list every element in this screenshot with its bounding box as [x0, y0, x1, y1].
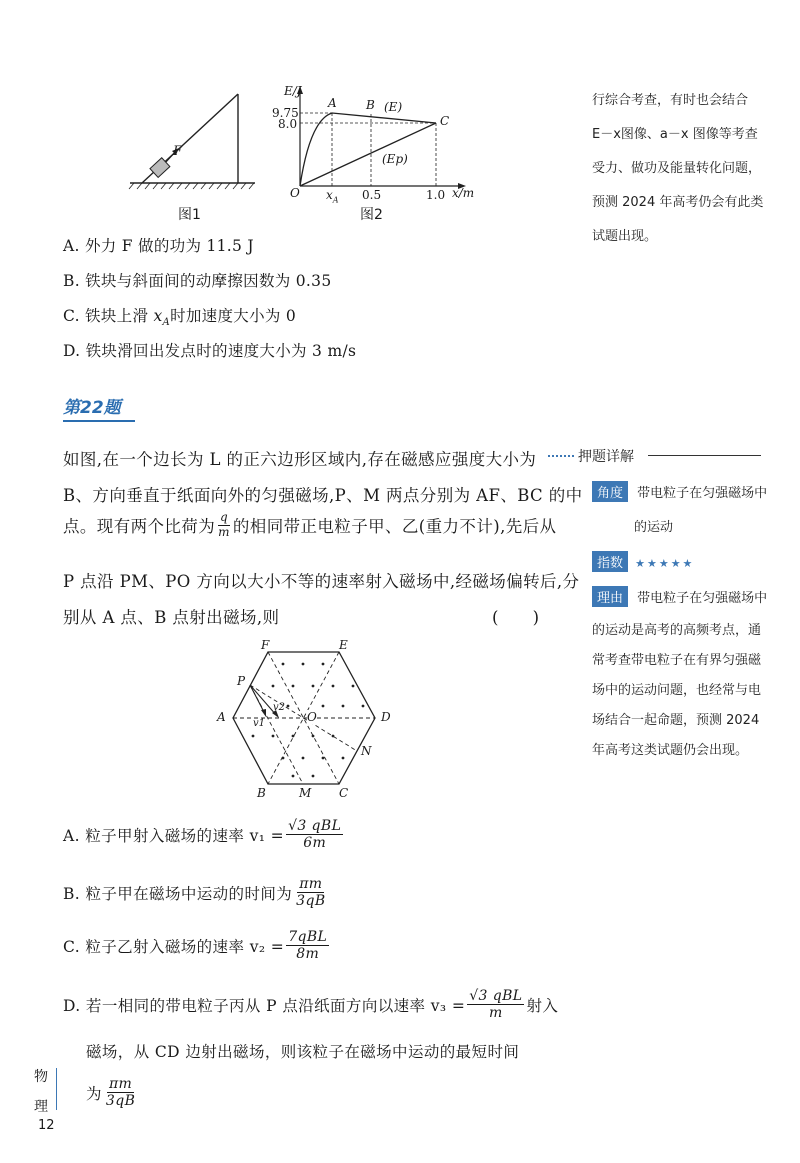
reason-line: 带电粒子在匀强磁场中 [637, 591, 768, 606]
question-line-1: 如图,在一个边长为 L 的正六边形区域内,存在磁感应强度大小为 [63, 450, 537, 469]
question-line-5: 别从 A 点、B 点射出磁场,则 [63, 608, 280, 627]
point-p-label: P [237, 674, 246, 688]
sidebar-top-line: 受力、做功及能量转化问题， [592, 161, 762, 176]
vertex-a-label: A [217, 710, 226, 724]
vertex-d-label: D [381, 710, 391, 724]
reason-line: 场结合一起命题，预测 2024 [592, 713, 760, 728]
charge-mass-fraction: $\frac{q}{m}$ [218, 510, 230, 539]
option-d-line-2: 磁场，从 CD 边射出磁场，则该粒子在磁场中运动的最短时间 [86, 1043, 520, 1061]
page-number: 12 [38, 1118, 55, 1133]
reason-tag: 理由 [592, 586, 628, 607]
velocity-v2-label: v2 [273, 702, 286, 713]
footer-rule [56, 1068, 57, 1110]
y-tick-9.75: 9.75 [272, 106, 299, 120]
sidebar-top-line: 预测 2024 年高考仍会有此类 [592, 195, 764, 210]
top-option-c: C. 铁块上滑 $x_A$时加速度大小为 0 [63, 307, 297, 329]
force-label: F [173, 144, 183, 159]
sidebar-top-line: E－x图像、a－x 图像等考查 [592, 127, 758, 142]
option-d: D. 若一相同的带电粒子丙从 P 点沿纸面方向以速率 v₃ = $\frac{\text{√3 qBL}}{m}$ 射入 [63, 988, 559, 1022]
question-heading: 第22题 [63, 393, 135, 422]
velocity-v1-label: v1 [253, 718, 266, 729]
hexagon-figure [215, 636, 395, 804]
curve-e-label: (E) [384, 100, 403, 114]
option-a: A. 粒子甲射入磁场的速率 v₁ = $\frac{\text{√3 qBL}}{6m}$ [63, 818, 342, 852]
point-b-label: B [366, 98, 375, 112]
star-rating: ★★★★★ [635, 557, 695, 570]
angle-line-2: 的运动 [634, 520, 674, 535]
point-c-label: C [440, 114, 450, 128]
sidebar-header-title: 押题详解 [578, 449, 634, 465]
sidebar-header [548, 446, 763, 466]
vertex-b-label: B [257, 786, 266, 800]
top-option-d: D. 铁块滑回出发点时的速度大小为 3 m/s [63, 342, 357, 360]
curve-ep-label: (Ep) [382, 152, 408, 166]
point-a-label: A [328, 96, 337, 110]
option-c: C. 粒子乙射入磁场的速率 v₂ = $\frac{\text{7qBL}}{8m}$ [63, 929, 328, 963]
figure-1-caption: 图1 [178, 207, 201, 223]
footer-subject: 物 理 [34, 1069, 48, 1115]
point-o-label: O [307, 710, 317, 724]
y-tick-8.0: 8.0 [278, 117, 298, 131]
option-d-line-3: 为 $\frac{\pi m}{3qB}$ [86, 1076, 136, 1110]
point-m-label: M [299, 786, 312, 800]
x-tick-0.5: 0.5 [362, 188, 382, 202]
angle-tag: 角度 [592, 481, 628, 502]
reason-line: 的运动是高考的高频考点，通 [592, 623, 762, 638]
top-option-b: B. 铁块与斜面间的动摩擦因数为 0.35 [63, 272, 332, 290]
option-b: B. 粒子甲在磁场中运动的时间为 $\frac{\pi m}{3qB}$ [63, 876, 326, 910]
point-n-label: N [361, 744, 372, 758]
vertex-c-label: C [339, 786, 349, 800]
y-axis-label: E/J [284, 84, 302, 98]
sidebar-angle [592, 481, 767, 535]
sidebar-index [592, 551, 694, 572]
top-option-a: A. 外力 F 做的功为 11.5 J [63, 237, 254, 255]
sidebar-header-rule [648, 455, 761, 456]
figure-1 [120, 88, 265, 223]
answer-bracket: ( ) [492, 608, 540, 627]
figure-2 [270, 84, 480, 224]
sidebar-header-dots [548, 455, 574, 457]
question-line-3: 点。现有两个比荷为 $\frac{q}{m}$ 的相同带正电粒子甲、乙(重力不计),先后从 [63, 510, 557, 539]
sidebar-reason [592, 586, 767, 766]
sidebar-top-line: 行综合考查，有时也会结合 [592, 93, 749, 108]
sidebar-top [592, 84, 763, 254]
index-tag: 指数 [592, 551, 628, 572]
sidebar-top-line: 试题出现。 [592, 229, 658, 244]
x-tick-xa: $x_A$ [326, 188, 339, 205]
question-line-4: P 点沿 PM、PO 方向以大小不等的速率射入磁场中,经磁场偏转后,分 [63, 572, 580, 591]
origin-label: O [290, 186, 300, 200]
vertex-f-label: F [261, 638, 270, 652]
reason-line: 场中的运动问题，也经常与电 [592, 683, 762, 698]
reason-line: 常考查带电粒子在有界匀强磁 [592, 653, 762, 668]
x-axis-label: x/m [452, 186, 475, 200]
angle-line-1: 带电粒子在匀强磁场中 [637, 486, 768, 501]
figure-2-caption: 图2 [360, 207, 383, 223]
question-line-2: B、方向垂直于纸面向外的匀强磁场,P、M 两点分别为 AF、BC 的中 [63, 486, 583, 505]
x-tick-1.0: 1.0 [426, 188, 446, 202]
reason-line: 年高考这类试题仍会出现。 [592, 743, 749, 758]
vertex-e-label: E [339, 638, 348, 652]
